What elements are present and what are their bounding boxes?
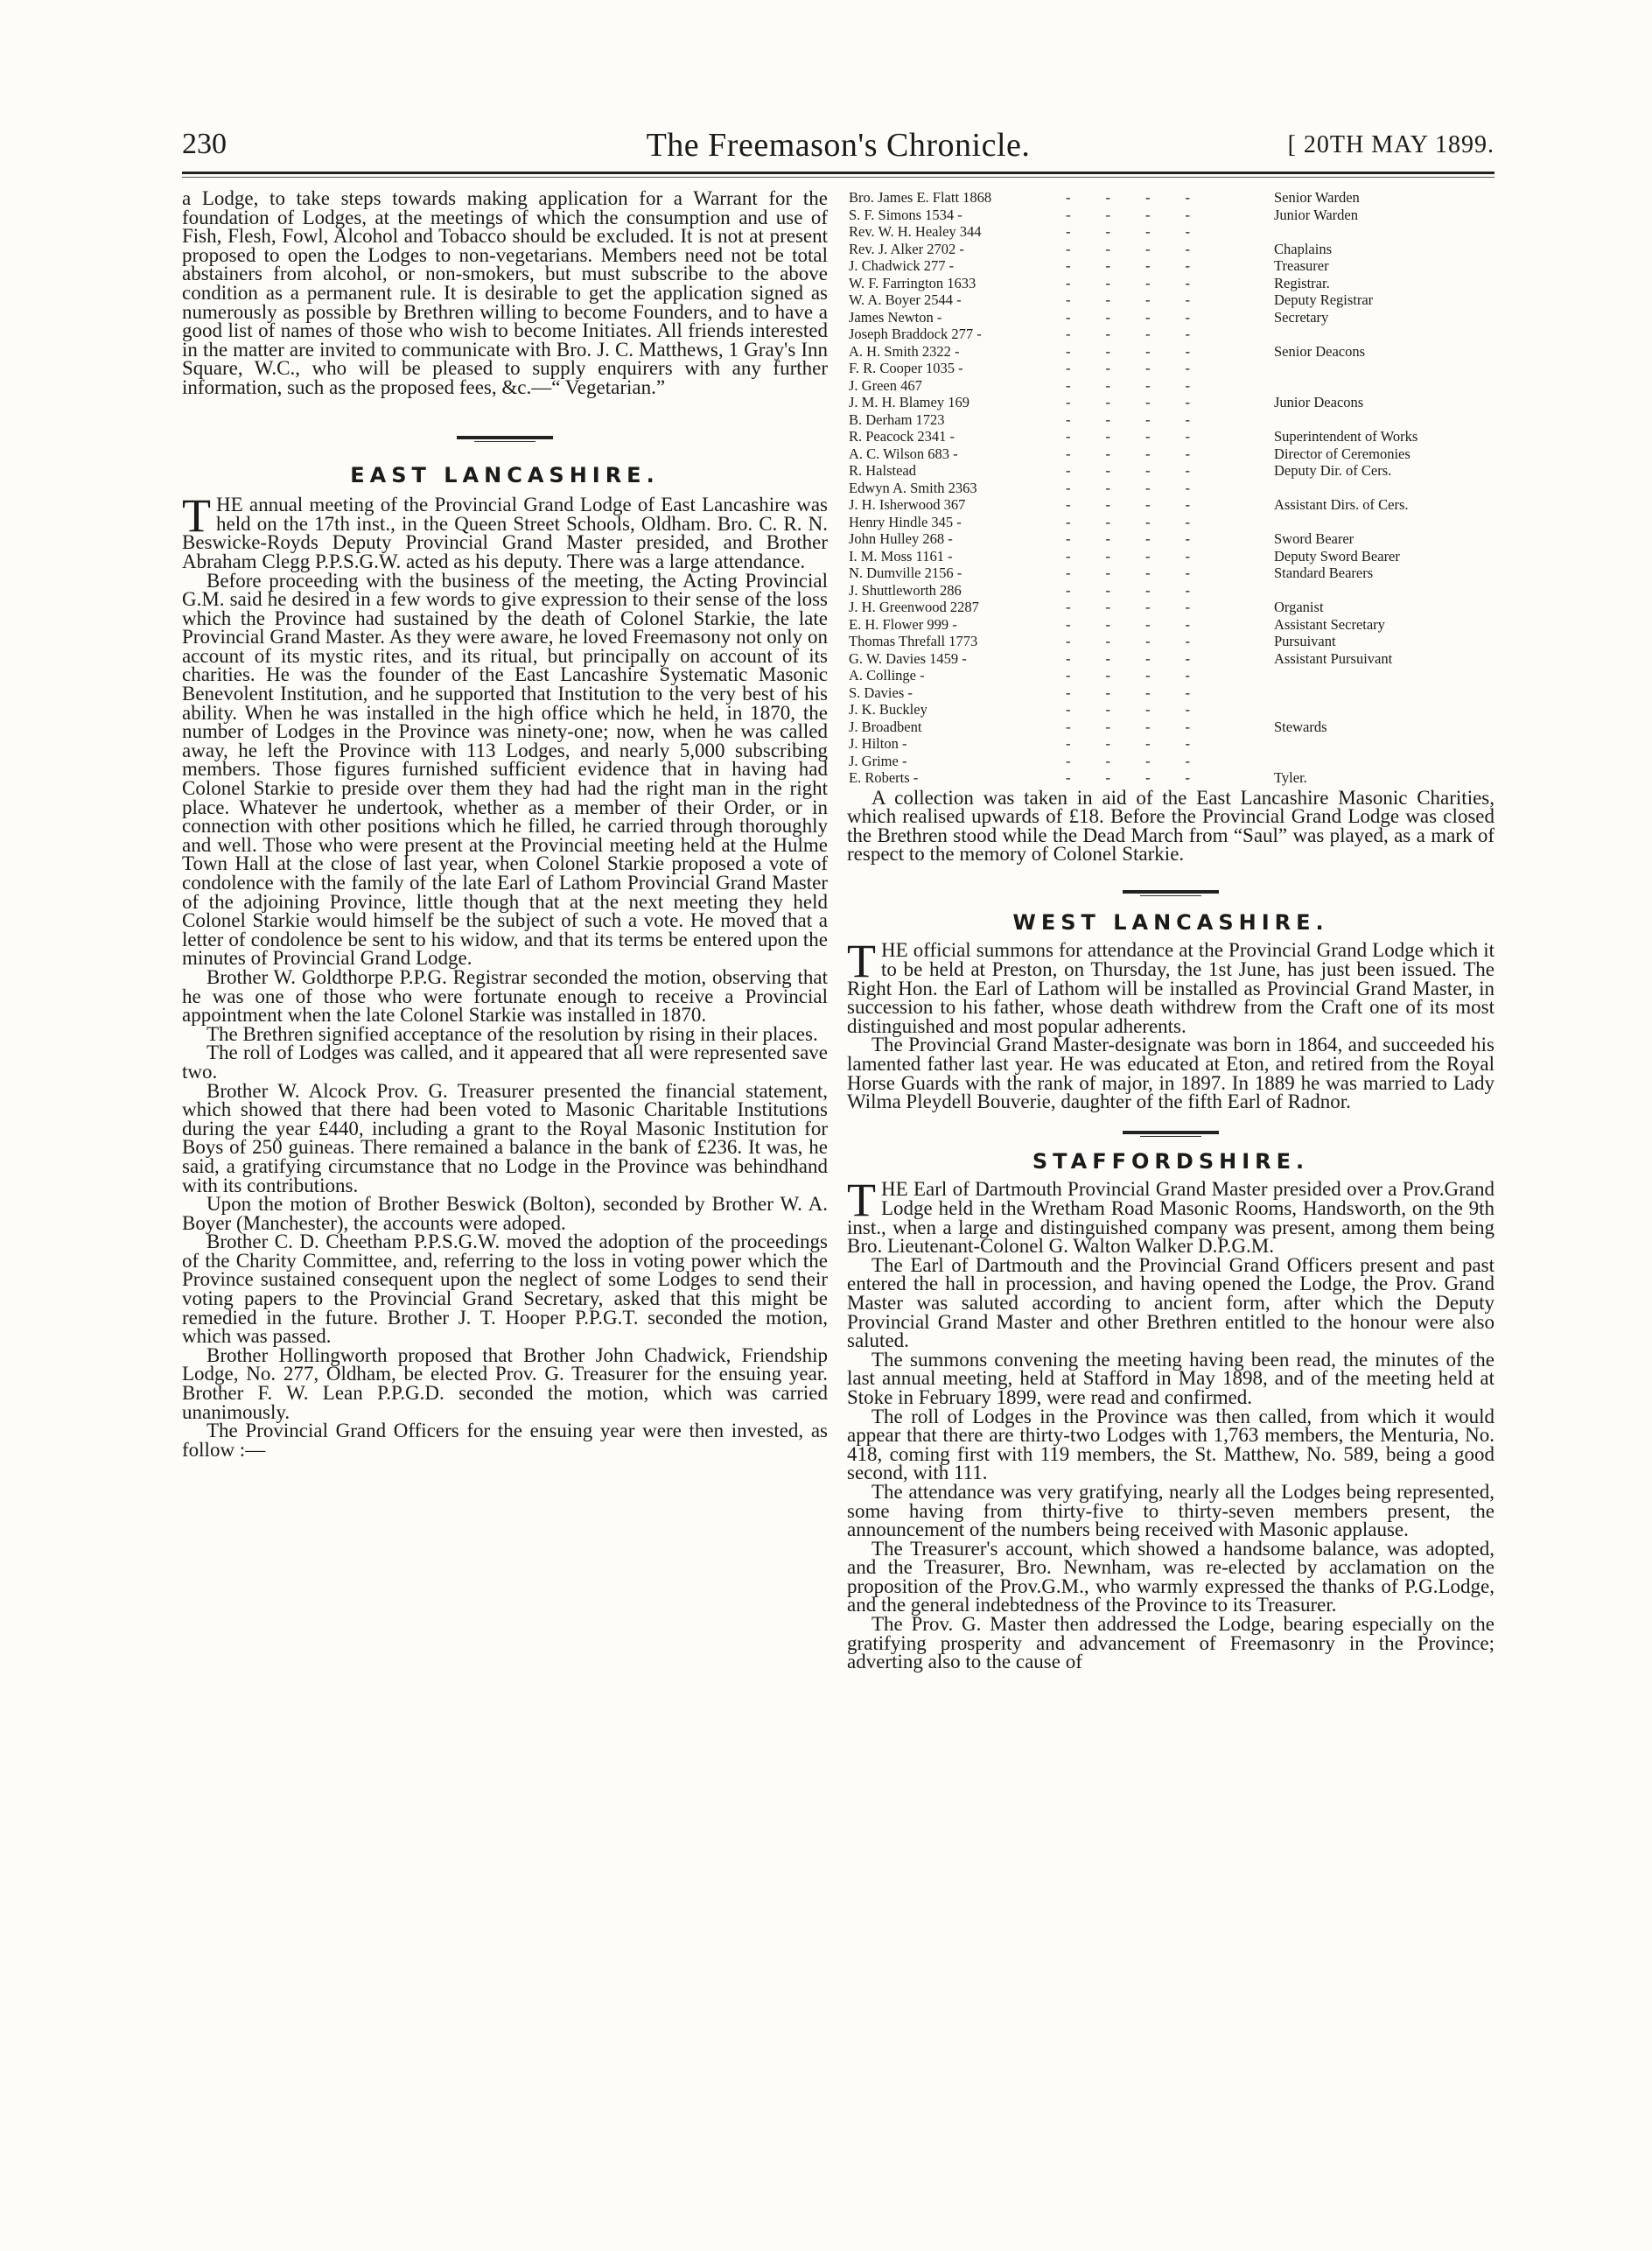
officer-row: [847, 394, 1494, 411]
officer-name: S. F. Simons 1534 -: [849, 206, 962, 223]
officer-row: [847, 275, 1494, 292]
officer-row: [847, 428, 1494, 445]
officer-name: J. Broadbent: [849, 718, 922, 735]
officer-name: B. Derham 1723: [849, 410, 945, 428]
staffordshire-paragraph: The attendance was very gratifying, nearly all the Lodges being represented, some having from thirty-five to thirty-seven members present, the announcement of the numbers being received with Masonic applause.: [847, 1480, 1494, 1541]
officer-name: Henry Hindle 345 -: [849, 513, 962, 530]
officer-row: [847, 480, 1494, 497]
officer-row: [847, 223, 1494, 241]
header-rule-thin: [182, 177, 1494, 178]
officer-row: [847, 411, 1494, 429]
officer-row: [847, 189, 1494, 207]
section-separator: [1123, 890, 1219, 894]
officer-row: [847, 462, 1494, 480]
leader-dashes: ----: [1066, 735, 1225, 752]
left-column: [182, 189, 828, 1459]
collection-paragraph: A collection was taken in aid of the East Lancashire Masonic Charities, which realised upwards of £18. Before the Provincial Grand Lodge was closed the Brethren stood while the Dead March from “Saul” was played, as a mark of respect to the memory of Colonel Starkie.: [847, 786, 1494, 866]
officer-role: Assistant Pursuivant: [1274, 649, 1393, 667]
leader-dashes: ----: [1066, 308, 1225, 326]
officer-role: Registrar.: [1274, 274, 1330, 291]
officer-row: [847, 445, 1494, 463]
officer-row: [847, 616, 1494, 634]
east-lancashire-paragraph: Brother W. Alcock Prov. G. Treasurer presented the financial statement, which showed that there had been voted to Masonic Charitable Institutions during the year £440, including a grant to the Royal Masonic Institution for Boys of 250 guineas. There remained a balance in the bank of £236. It was, he said, a gratifying circumstance that no Lodge in the Province was behindhand with its contributions.: [182, 1079, 828, 1196]
officer-name: J. H. Isherwood 367: [849, 496, 966, 513]
officer-name: Joseph Braddock 277 -: [849, 326, 982, 342]
leader-dashes: ----: [1066, 240, 1225, 257]
officer-role: Chaplains: [1274, 240, 1332, 257]
leader-dashes: ----: [1066, 496, 1225, 513]
west-lancashire-first-text: HE official summons for attendance at the Provincial Grand Lodge which it to be held at Preston, on Thursday, the 1st June, has just been issued. The Right Hon. the Earl of Lathom will be installed as Provincial Grand Master, in succession to his father, whose death withdrew from the Craft one of its most distinguished and most popular adherents.: [847, 939, 1494, 1037]
officer-row: [847, 633, 1494, 650]
leader-dashes: ----: [1066, 462, 1225, 479]
officer-role: Treasurer: [1274, 257, 1329, 274]
officer-name: N. Dumville 2156 -: [849, 565, 962, 581]
leader-dashes: ----: [1066, 291, 1225, 308]
officer-row: [847, 769, 1494, 787]
officers-list: [847, 189, 1494, 787]
officer-name: Rev. J. Alker 2702 -: [849, 240, 964, 257]
leader-dashes: ----: [1066, 223, 1225, 240]
officer-row: [847, 360, 1494, 377]
officer-role: Junior Warden: [1274, 206, 1358, 223]
officer-name: J. H. Greenwood 2287: [849, 599, 979, 615]
leader-dashes: ----: [1066, 326, 1225, 342]
leader-dashes: ----: [1066, 752, 1225, 769]
east-lancashire-paragraph: Upon the motion of Brother Beswick (Bolton), seconded by Brother W. A. Boyer (Manchester), the accounts were adoped.: [182, 1193, 828, 1234]
officer-name: G. W. Davies 1459 -: [849, 649, 967, 667]
officer-name: F. R. Cooper 1035 -: [849, 360, 963, 376]
officer-role: Assistant Dirs. of Cers.: [1274, 496, 1409, 513]
officer-row: [847, 343, 1494, 361]
drop-cap: T: [847, 935, 876, 988]
staffordshire-first-paragraph: [847, 1174, 1494, 1258]
officer-name: Thomas Threfall 1773: [849, 633, 978, 649]
officer-role: Senior Warden: [1274, 189, 1360, 206]
officer-name: E. H. Flower 999 -: [849, 615, 957, 633]
officer-name: Rev. W. H. Healey 344: [849, 223, 982, 240]
officer-name: R. Halstead: [849, 462, 916, 479]
leader-dashes: ----: [1066, 206, 1225, 223]
east-lancashire-first-paragraph: [182, 489, 828, 572]
leader-dashes: ----: [1066, 342, 1225, 360]
leader-dashes: ----: [1066, 360, 1225, 376]
east-lancashire-first-text: HE annual meeting of the Provincial Grand Lodge of East Lancashire was held on the 17th inst., in the Queen Street Schools, Oldham. Bro. C. R. N. Beswicke-Royds Deputy Provincial Grand Master presided, and Brother Abraham Clegg P.P.S.G.W. acted as his deputy. There was a large attendance.: [182, 494, 828, 572]
leader-dashes: ----: [1066, 769, 1225, 786]
officer-row: [847, 650, 1494, 668]
officer-name: J. Shuttleworth 286: [849, 581, 962, 599]
west-lancashire-heading: WEST LANCASHIRE.: [1012, 909, 1329, 935]
officer-row: [847, 735, 1494, 753]
officer-name: J. Chadwick 277 -: [849, 257, 955, 274]
officer-row: [847, 377, 1494, 395]
east-lancashire-heading: EAST LANCASHIRE.: [350, 462, 660, 487]
leader-dashes: ----: [1066, 394, 1225, 410]
leader-dashes: ----: [1066, 667, 1225, 684]
officer-role: Junior Deacons: [1274, 394, 1364, 410]
east-lancashire-paragraph: The Provincial Grand Officers for the ensuing year were then invested, as follow :—: [182, 1420, 828, 1461]
leader-dashes: ----: [1066, 189, 1225, 206]
officer-role: Deputy Registrar: [1274, 291, 1374, 308]
officer-name: E. Roberts -: [849, 769, 919, 786]
leader-dashes: ----: [1066, 479, 1225, 496]
right-column: [847, 189, 1494, 1672]
leader-dashes: ----: [1066, 257, 1225, 274]
officer-name: J. Hilton -: [849, 735, 907, 752]
officer-row: [847, 701, 1494, 719]
page-number: 230: [182, 128, 227, 160]
officer-name: W. F. Farrington 1633: [849, 274, 976, 291]
section-separator: [457, 436, 553, 439]
officer-role: Sword Bearer: [1274, 530, 1354, 547]
east-lancashire-paragraph: Before proceeding with the business of the meeting, the Acting Provincial G.M. said he desired in a few words to give expression to their sense of the loss which the Province had sustained by the death of Colonel Starkie, the late Provincial Grand Master. As they were aware, he loved Freemasony not only on account of its mystic rites, and its ritual, but principally on account of its charities. He was the founder of the East Lancashire Systematic Masonic Benevolent Institution, and he supported that Institution to the very best of his ability. When he was installed in the high office which he held, in 1870, the number of Lodges in the Province was ninety-one; now, when he was called away, he left the Province with 113 Lodges, and nearly 5,000 subscribing members. Those figures furnished sufficient evidence that in having had Colonel Starkie to preside over them they had had the right man in the right place. Whatever he undertook, whether as a member of their Order, or in connection with other positions which he filled, he carried through thoroughly and well. Those who were present at the Provincial meeting held at the Hulme Town Hall at the close of last year, when Colonel Starkie proposed a vote of condolence with the family of the late Earl of Lathom Provincial Grand Master of the adjoining Province, little though that at the next meeting they held Colonel Starkie would himself be the subject of such a vote. He moved that a letter of condolence be sent to his widow, and that its terms be entered upon the minutes of Provincial Grand Lodge.: [182, 569, 828, 970]
officer-name: A. C. Wilson 683 -: [849, 445, 958, 462]
officer-role: Deputy Dir. of Cers.: [1274, 462, 1392, 479]
leader-dashes: ----: [1066, 445, 1225, 462]
leader-dashes: ----: [1066, 649, 1225, 667]
leader-dashes: ----: [1066, 428, 1225, 445]
officer-row: [847, 582, 1494, 600]
west-lancashire-paragraph: The Provincial Grand Master-designate was born in 1864, and succeeded his lamented father last year. He was educated at Eton, and retired from the Royal Horse Guards with the rank of major, in 1897. In 1889 he was married to Lady Wilma Pleydell Bouverie, daughter of the fifth Earl of Radnor.: [847, 1034, 1494, 1113]
officer-name: John Hulley 268 -: [849, 530, 953, 547]
officer-role: Secretary: [1274, 308, 1329, 326]
officer-name: R. Peacock 2341 -: [849, 428, 955, 445]
officer-name: J. Green 467: [849, 376, 922, 394]
officer-row: [847, 514, 1494, 531]
officer-name: J. K. Buckley: [849, 701, 928, 718]
officer-row: [847, 496, 1494, 514]
east-lancashire-paragraph: Brother C. D. Cheetham P.P.S.G.W. moved the adoption of the proceedings of the Charity Committee, and, referring to the loss in voting power which the Province sustained consequent upon the neglect of some Lodges to send their voting papers to the Provincial Grand Secretary, asked that this might be remedied in the future. Brother J. T. Hooper P.P.G.T. seconded the motion, which was passed.: [182, 1231, 828, 1348]
officer-row: [847, 684, 1494, 702]
leader-dashes: ----: [1066, 615, 1225, 633]
officer-role: Stewards: [1274, 718, 1327, 735]
officer-name: James Newton -: [849, 308, 942, 326]
west-lancashire-first-paragraph: [847, 935, 1494, 1037]
leader-dashes: ----: [1066, 530, 1225, 547]
staffordshire-paragraph: The Earl of Dartmouth and the Provincial Grand Officers present and past entered the hall in procession, and having opened the Lodge, the Prov. Grand Master was saluted according to ancient form, after which the Deputy Provincial Grand Master and other Brethren entitled to the honour were also saluted.: [847, 1253, 1494, 1352]
officer-row: [847, 257, 1494, 275]
officer-role: Director of Ceremonies: [1274, 445, 1410, 462]
vegetarian-paragraph: a Lodge, to take steps towards making application for a Warrant for the foundation of Lodges, at the meetings of which the consumption and use of Fish, Flesh, Fowl, Alcohol and Tobacco should be excluded. It is not at present proposed to open the Lodges to non-vegetarians. Members need not be total abstainers from alcohol, or non-smokers, but must subscribe to the above condition as a permanent rule. It is desirable to get the application signed as numerously as possible by Brethren willing to become Founders, and to have a good list of names of those who wish to become Initiates. All friends interested in the matter are invited to communicate with Bro. J. C. Matthews, 1 Gray's Inn Square, W.C., who will be pleased to supply enquirers with any further information, such as the proposed fees, &c.—“ Vegetarian.”: [182, 187, 828, 398]
east-lancashire-paragraph: The roll of Lodges was called, and it appeared that all were represented save two.: [182, 1041, 828, 1083]
officer-row: [847, 599, 1494, 616]
leader-dashes: ----: [1066, 565, 1225, 581]
east-lancashire-paragraph: The Brethren signified acceptance of the resolution by rising in their places.: [206, 1022, 818, 1045]
leader-dashes: ----: [1066, 410, 1225, 428]
officer-row: [847, 241, 1494, 258]
officer-row: [847, 291, 1494, 309]
officer-role: Deputy Sword Bearer: [1274, 547, 1400, 565]
officer-role: Assistant Secretary: [1274, 615, 1385, 633]
officer-name: S. Davies -: [849, 684, 913, 701]
officer-role: Organist: [1274, 599, 1324, 615]
leader-dashes: ----: [1066, 633, 1225, 649]
staffordshire-paragraph: The Prov. G. Master then addressed the Lodge, bearing especially on the gratifying prosperity and advancement of Freemasonry in the Province; adverting also to the cause of: [847, 1613, 1494, 1673]
leader-dashes: ----: [1066, 376, 1225, 394]
section-separator: [1123, 1131, 1219, 1134]
officer-row: [847, 207, 1494, 224]
officer-name: J. Grime -: [849, 752, 907, 769]
officer-role: Senior Deacons: [1274, 342, 1366, 360]
officer-role: Standard Bearers: [1274, 565, 1374, 581]
leader-dashes: ----: [1066, 547, 1225, 565]
leader-dashes: ----: [1066, 513, 1225, 530]
east-lancashire-paragraph: Brother Hollingworth proposed that Brother John Chadwick, Friendship Lodge, No. 277, Oldham, be elected Prov. G. Treasurer for the ensuing year. Brother F. W. Lean P.P.G.D. seconded the motion, which was carried unanimously.: [182, 1343, 828, 1423]
officer-row: [847, 326, 1494, 343]
staffordshire-paragraph: The roll of Lodges in the Province was then called, from which it would appear that there are thirty-two Lodges with 1,763 members, the Menturia, No. 418, coming first with 119 members, the St. Matthew, No. 589, being a good second, with 111.: [847, 1405, 1494, 1484]
officer-name: J. M. H. Blamey 169: [849, 394, 970, 410]
page-date: [ 20TH MAY 1899.: [1287, 131, 1494, 158]
officer-name: A. Collinge -: [849, 667, 925, 684]
officer-name: I. M. Moss 1161 -: [849, 547, 953, 565]
officer-name: Edwyn A. Smith 2363: [849, 479, 977, 496]
officer-row: [847, 309, 1494, 326]
drop-cap: T: [182, 489, 211, 543]
page-title: The Freemason's Chronicle.: [646, 127, 1031, 164]
officer-row: [847, 530, 1494, 548]
staffordshire-heading: STAFFORDSHIRE.: [1032, 1148, 1310, 1174]
leader-dashes: ----: [1066, 718, 1225, 735]
page-header: [182, 124, 1494, 165]
officer-row: [847, 753, 1494, 770]
officer-row: [847, 719, 1494, 736]
leader-dashes: ----: [1066, 274, 1225, 291]
officer-name: A. H. Smith 2322 -: [849, 342, 960, 360]
header-rule: [182, 172, 1494, 174]
east-lancashire-paragraph: Brother W. Goldthorpe P.P.G. Registrar seconded the motion, observing that he was one of those who were fortunate enough to receive a Provincial appointment when the late Colonel Starkie was installed in 1870.: [182, 965, 828, 1027]
officer-name: Bro. James E. Flatt 1868: [849, 189, 992, 206]
leader-dashes: ----: [1066, 701, 1225, 718]
officer-role: Pursuivant: [1274, 633, 1336, 649]
officer-role: Superintendent of Works: [1274, 428, 1418, 445]
drop-cap: T: [847, 1174, 876, 1227]
leader-dashes: ----: [1066, 599, 1225, 615]
officer-name: W. A. Boyer 2544 -: [849, 291, 962, 308]
leader-dashes: ----: [1066, 581, 1225, 599]
leader-dashes: ----: [1066, 684, 1225, 701]
officer-row: [847, 548, 1494, 565]
officer-row: [847, 667, 1494, 684]
staffordshire-first-text: HE Earl of Dartmouth Provincial Grand Master presided over a Prov.Grand Lodge held in the Wretham Road Masonic Rooms, Handsworth, on the 9th inst., when a large and distinguished company was present, among them being Bro. Lieutenant-Colonel G. Walton Walker D.P.G.M.: [847, 1178, 1494, 1258]
officer-role: Tyler.: [1274, 769, 1307, 786]
staffordshire-paragraph: The summons convening the meeting having been read, the minutes of the last annual meeting, held at Stafford in May 1898, and of the meeting held at Stoke in February 1899, were read and confirmed.: [847, 1348, 1494, 1408]
staffordshire-paragraph: The Treasurer's account, which showed a handsome balance, was adopted, and the Treasurer, Bro. Newnham, was re-elected by acclamation on the proposition of the Prov.G.M., who warmly expressed the thanks of P.G.Lodge, and the general indebtedness of the Province to its Treasurer.: [847, 1537, 1494, 1616]
officer-row: [847, 565, 1494, 582]
